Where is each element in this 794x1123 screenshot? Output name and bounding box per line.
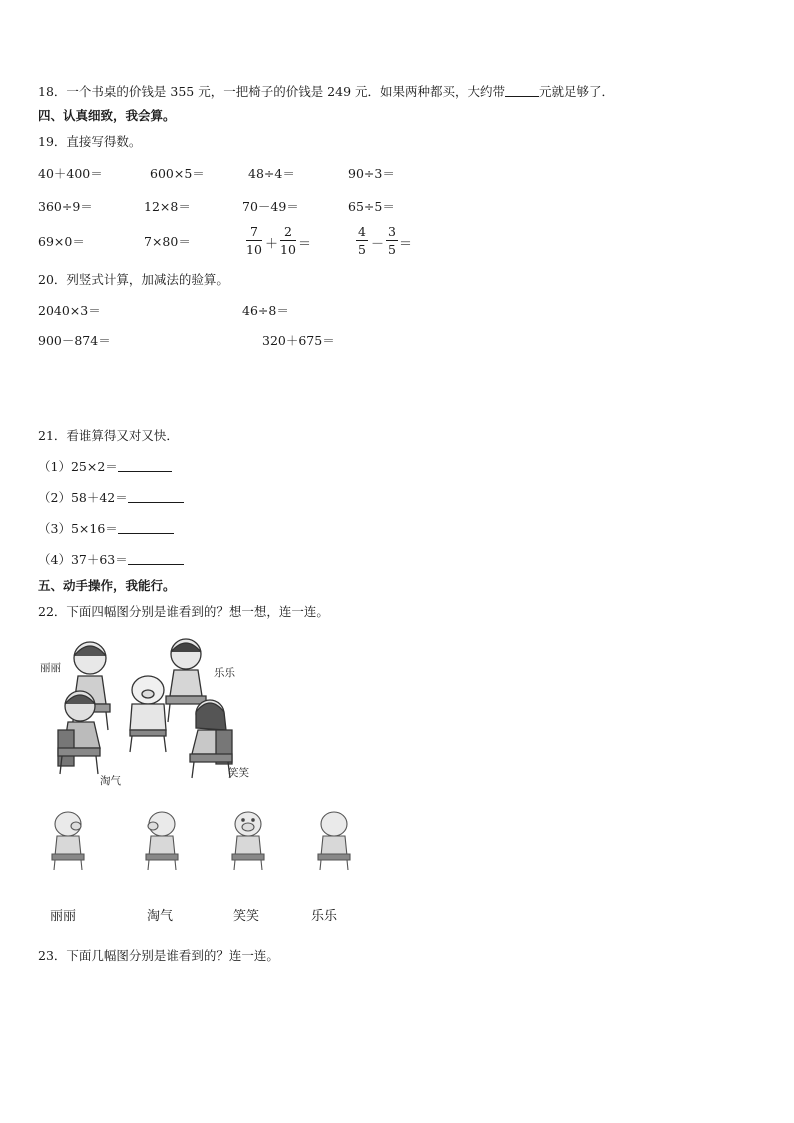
scene-label-taoqi: 淘气: [100, 775, 121, 787]
answer-blank[interactable]: [505, 84, 539, 97]
question-19-title: 19．直接写得数。: [38, 134, 142, 149]
question-18: 18．一个书桌的价钱是 355 元，一把椅子的价钱是 249 元．如果两种都买，大约带 元就足够了．: [38, 84, 615, 99]
view-name-3[interactable]: 笑笑: [233, 909, 260, 924]
section-4-heading: 四、认真细致，我会算。: [38, 108, 176, 123]
view-name-1[interactable]: 丽丽: [50, 909, 77, 924]
scene-label-xiaoxiao: 笑笑: [228, 767, 249, 779]
answer-blank[interactable]: [128, 552, 184, 565]
pig-view-3[interactable]: [228, 810, 268, 872]
equals-sign: ＝: [298, 237, 312, 252]
answer-blank[interactable]: [118, 459, 172, 472]
expr-19-6: 12×8＝: [144, 199, 191, 214]
pig-view-2[interactable]: [142, 810, 182, 872]
expr-19-1: 40＋400＝: [38, 166, 103, 181]
question-22-title: 22．下面四幅图分别是谁看到的？想一想，连一连。: [38, 604, 329, 619]
answer-blank[interactable]: [118, 521, 174, 534]
fraction-3-5: 3 5: [386, 224, 398, 257]
expr-19-9: 69×0＝: [38, 234, 85, 249]
expr-21-2: （2）58＋42＝: [38, 490, 184, 506]
minus-sign: －: [371, 237, 385, 252]
expr-19-3: 48÷4＝: [248, 166, 295, 181]
expr-21-4: （4）37＋63＝: [38, 552, 184, 568]
fraction-7-10: 7 10: [246, 224, 262, 257]
pig-view-1[interactable]: [48, 810, 88, 872]
question-20-title: 20．列竖式计算，加减法的验算。: [38, 272, 229, 287]
expr-20-3: 900－874＝: [38, 333, 111, 348]
question-23-title: 23．下面几幅图分别是谁看到的？连一连。: [38, 948, 279, 963]
expr-19-4: 90÷3＝: [348, 166, 395, 181]
pig-view-4[interactable]: [314, 810, 354, 872]
answer-blank[interactable]: [128, 490, 184, 503]
scene-label-lili: 丽丽: [40, 662, 61, 674]
equals-sign: ＝: [399, 237, 413, 252]
expr-19-5: 360÷9＝: [38, 199, 93, 214]
expr-19-2: 600×5＝: [150, 166, 205, 181]
expr-20-1: 2040×3＝: [38, 303, 101, 318]
question-21-title: 21．看谁算得又对又快．: [38, 428, 179, 443]
expr-21-1: （1）25×2＝: [38, 459, 172, 475]
plus-sign: ＋: [265, 237, 279, 252]
fraction-4-5: 4 5: [356, 224, 368, 257]
expr-20-2: 46÷8＝: [242, 303, 289, 318]
expr-21-3: （3）5×16＝: [38, 521, 174, 537]
expr-20-4: 320＋675＝: [262, 333, 335, 348]
section-5-heading: 五、动手操作，我能行。: [38, 578, 176, 593]
expr-19-10: 7×80＝: [144, 234, 191, 249]
expr-19-7: 70－49＝: [242, 199, 299, 214]
scene-label-lele: 乐乐: [214, 667, 235, 679]
fraction-2-10: 2 10: [280, 224, 296, 257]
expr-19-8: 65÷5＝: [348, 199, 395, 214]
view-name-4[interactable]: 乐乐: [311, 909, 338, 924]
view-name-2[interactable]: 淘气: [147, 909, 174, 924]
